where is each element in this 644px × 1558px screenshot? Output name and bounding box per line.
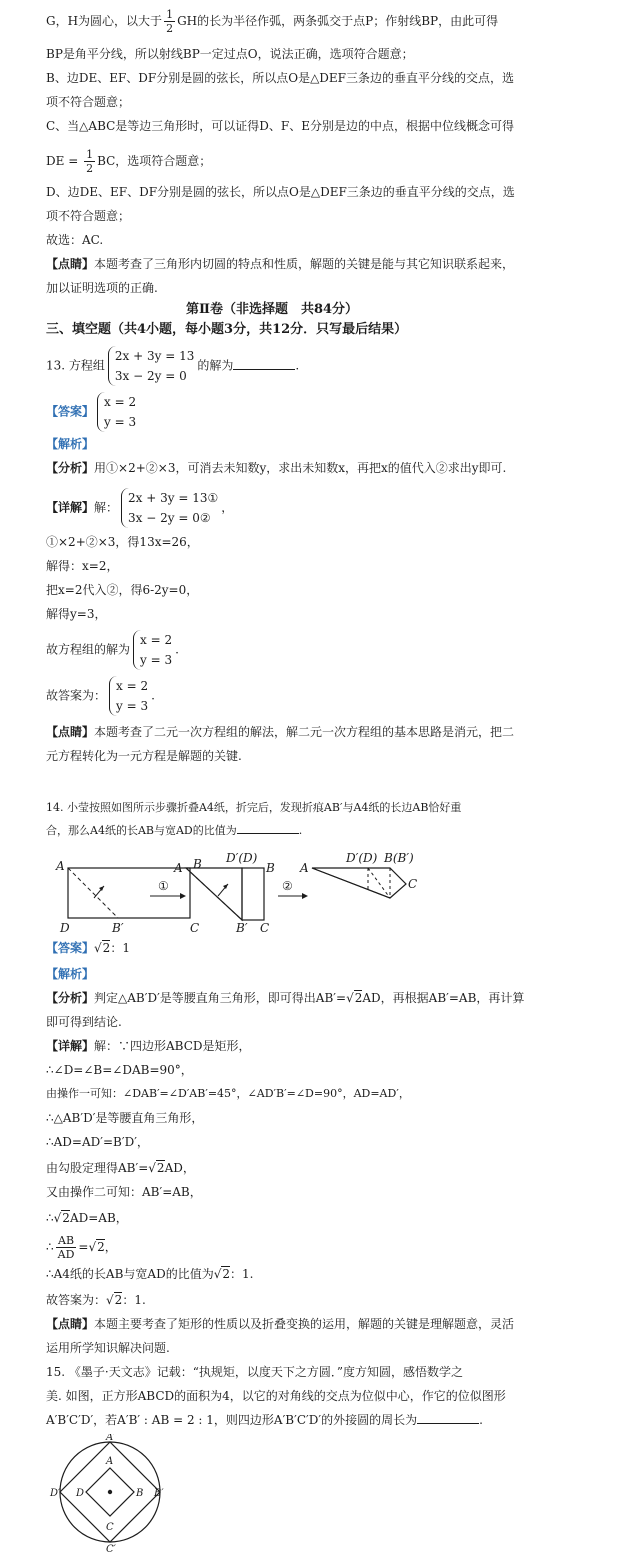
q13-step-2: 解得：x=2， (46, 559, 119, 573)
equation-system: 2x + 3y = 13① 3x − 2y = 0② (121, 488, 218, 528)
q13-step-5: 故方程组的解为 x = 2 y = 3 . (46, 630, 179, 670)
label-B: B (193, 857, 202, 871)
answer-blank (237, 822, 299, 834)
label-C-3: C (408, 877, 418, 891)
label-D: D (76, 1488, 85, 1499)
label-B-2: B (266, 861, 275, 875)
label-Cprime: C′ (106, 1544, 116, 1554)
q14-detail-10: ∴A4纸的长AB与宽AD的比值为√2：1. (46, 1267, 254, 1281)
q13-comment-1: 【点睛】本题考查了二元一次方程组的解法，解二元一次方程组的基本思路是消元，把二 (46, 725, 515, 739)
q14-detail-6: 由勾股定理得AB′=√2AD， (46, 1161, 195, 1175)
label-A-2: A (174, 861, 183, 875)
q14-detail-3: 由操作一可知：∠DAB′=∠D′AB′=45°，∠AD′B′=∠D=90°，AD=AD′， (46, 1087, 410, 1100)
q14-analysis-1: 【分析】判定△AB′D′是等腰直角三角形，即可得出AB′=√2AD，再根据AB′=AB，再计算 (46, 991, 525, 1005)
q12-line-3: B、边DE、EF、DF分别是圆的弦长，所以点O是△DEF三条边的垂直平分线的交点，选 (46, 71, 515, 85)
fraction-ab-ad: $\frac{AB}{AD}$ (57, 1234, 75, 1261)
section-subtitle: 三、填空题（共4小题，每小题3分，共12分．只写最后结果） (46, 322, 408, 337)
circumscribed-squares-figure (48, 1434, 188, 1554)
label-Bprime: B′ (112, 921, 124, 935)
q12-line-9: 故选：AC. (46, 233, 104, 247)
q15-line-1: 15. 《墨子·天文志》记载：“执规矩，以度天下之方圆．”度方知圆，感悟数学之 (46, 1365, 463, 1379)
q15-line-2: 美. 如图，正方形ABCD的面积为4，以它的对角线的交点为位似中心，作它的位似图形 (46, 1389, 506, 1403)
q13-comment-2: 元方程转化为一元方程是解题的关键. (46, 749, 242, 763)
q13-detail: 【详解】解： 2x + 3y = 13① 3x − 2y = 0② ， (46, 488, 233, 528)
final-diagonal (312, 868, 390, 898)
label-D: D (60, 921, 70, 935)
step-2-arrow-head (302, 893, 308, 899)
answer-blank (417, 1412, 479, 1424)
final-shape (312, 868, 406, 898)
q14-detail-4: ∴△AB′D′是等腰直角三角形， (46, 1111, 204, 1125)
fraction-one-half: $\frac{1}{2}$ (86, 148, 94, 175)
q14-analysis-2: 即可得到结论. (46, 1015, 122, 1029)
q13-jiexi: 【解析】 (46, 437, 95, 451)
solution-system: x = 2 y = 3 (109, 676, 148, 716)
rectangle-abcd (68, 868, 190, 918)
strip-rectangle (242, 868, 264, 920)
q13-stem: 13. 方程组 2x + 3y = 13 3x − 2y = 0 的解为 . (46, 346, 299, 386)
label-B: B (136, 1488, 144, 1499)
fold-arrow-head (99, 886, 104, 891)
label-C: C (190, 921, 200, 935)
label-Dprime: D′ (50, 1488, 61, 1499)
section-title: 第Ⅱ卷（非选择题 共84分） (186, 302, 359, 317)
q13-step-1: ①×2+②×3，得13x=26， (46, 535, 199, 549)
label-Aprime: A′ (106, 1434, 116, 1443)
step-1-arrow-head (180, 893, 186, 899)
q12-comment-1: 【点睛】本题考查了三角形内切圆的特点和性质，解题的关键是能与其它知识联系起来， (46, 257, 515, 271)
q12-comment-2: 加以证明选项的正确. (46, 281, 158, 295)
q14-detail-7: 又由操作二可知：AB′=AB， (46, 1185, 202, 1199)
q14-detail-11: 故答案为：√2：1. (46, 1293, 146, 1307)
q13-step-4: 解得y=3， (46, 607, 107, 621)
q13-answer: 【答案】 x = 2 y = 3 (46, 392, 139, 432)
fold-line-ab-prime (68, 868, 118, 918)
q14-detail-5: ∴AD=AD′=B′D′， (46, 1135, 149, 1149)
label-C: C (106, 1522, 114, 1533)
answer-blank (233, 358, 295, 370)
q12-line-6: DE = $\frac{1}{2}$ BC，选项符合题意； (46, 148, 212, 175)
q12-line-8: 项不符合题意； (46, 209, 131, 223)
fraction-one-half: $\frac{1}{2}$ (166, 8, 174, 35)
step-1-label: ① (158, 879, 169, 893)
q14-stem-2: 合，那么A4纸的长AB与宽AD的比值为 . (46, 824, 303, 837)
label-C-2: C (260, 921, 270, 935)
label-A-3: A (300, 861, 309, 875)
q14-detail-1: 【详解】解：∵四边形ABCD是矩形， (46, 1039, 251, 1053)
q12-line-5: C、当△ABC是等边三角形时，可以证得D、F、E分别是边的中点，根据中位线概念可得 (46, 119, 515, 133)
label-Dprime-D: D′(D) (226, 851, 258, 865)
q14-detail-2: ∴∠D=∠B=∠DAB=90°， (46, 1063, 193, 1077)
q14-stem-1: 14. 小莹按照如图所示步骤折叠A4纸，折完后，发现折痕AB′与A4纸的长边AB恰好重 (46, 801, 462, 814)
answer-system: x = 2 y = 3 (97, 392, 136, 432)
q14-detail-9: ∴ $\frac{AB}{AD}$ =√2， (46, 1234, 117, 1261)
q13-step-6: 故答案为： x = 2 y = 3 . (46, 676, 155, 716)
q12-line-2: BP是角平分线，所以射线BP一定过点O，说法正确，选项符合题意； (46, 47, 414, 61)
label-A: A (106, 1456, 114, 1467)
q12-line-4: 项不符合题意； (46, 95, 131, 109)
label-B-Bprime: B(B′) (384, 851, 414, 865)
q14-comment-2: 运用所学知识解决问题. (46, 1341, 170, 1355)
q12-line-1: G，H为圆心，以大于 $\frac{1}{2}$ GH的长为半径作弧，两条弧交于点P；作射线BP，由此可得 (46, 8, 499, 35)
label-Dprime-D-3: D′(D) (346, 851, 378, 865)
label-Bprime-2: B′ (236, 921, 248, 935)
step-2-label: ② (282, 879, 293, 893)
solution-system: x = 2 y = 3 (133, 630, 172, 670)
q15-line-3: A′B′C′D′，若A′B′ : AB = 2 : 1，则四边形A′B′C′D′的外接圆的周长为 . (46, 1413, 483, 1427)
q13-analysis: 【分析】用①×2+②×3，可消去未知数y，求出未知数x，再把x的值代入②求出y即可. (46, 461, 507, 475)
q14-detail-8: ∴√2AD=AB， (46, 1211, 128, 1225)
q14-comment-1: 【点睛】本题主要考查了矩形的性质以及折叠变换的运用，解题的关键是理解题意，灵活 (46, 1317, 515, 1331)
label-A: A (56, 859, 65, 873)
center-point (108, 1490, 112, 1494)
q14-jiexi: 【解析】 (46, 967, 95, 981)
fold-arrow-head-2 (223, 884, 228, 889)
q13-step-3: 把x=2代入②，得6-2y=0， (46, 583, 199, 597)
equation-system: 2x + 3y = 13 3x − 2y = 0 (108, 346, 194, 386)
q14-answer: 【答案】√2：1 (46, 941, 130, 955)
a4-folding-figure (50, 846, 430, 936)
label-Bprime: B′ (154, 1488, 164, 1499)
q12-line-7: D、边DE、EF、DF分别是圆的弦长，所以点O是△DEF三条边的垂直平分线的交点，选 (46, 185, 515, 199)
